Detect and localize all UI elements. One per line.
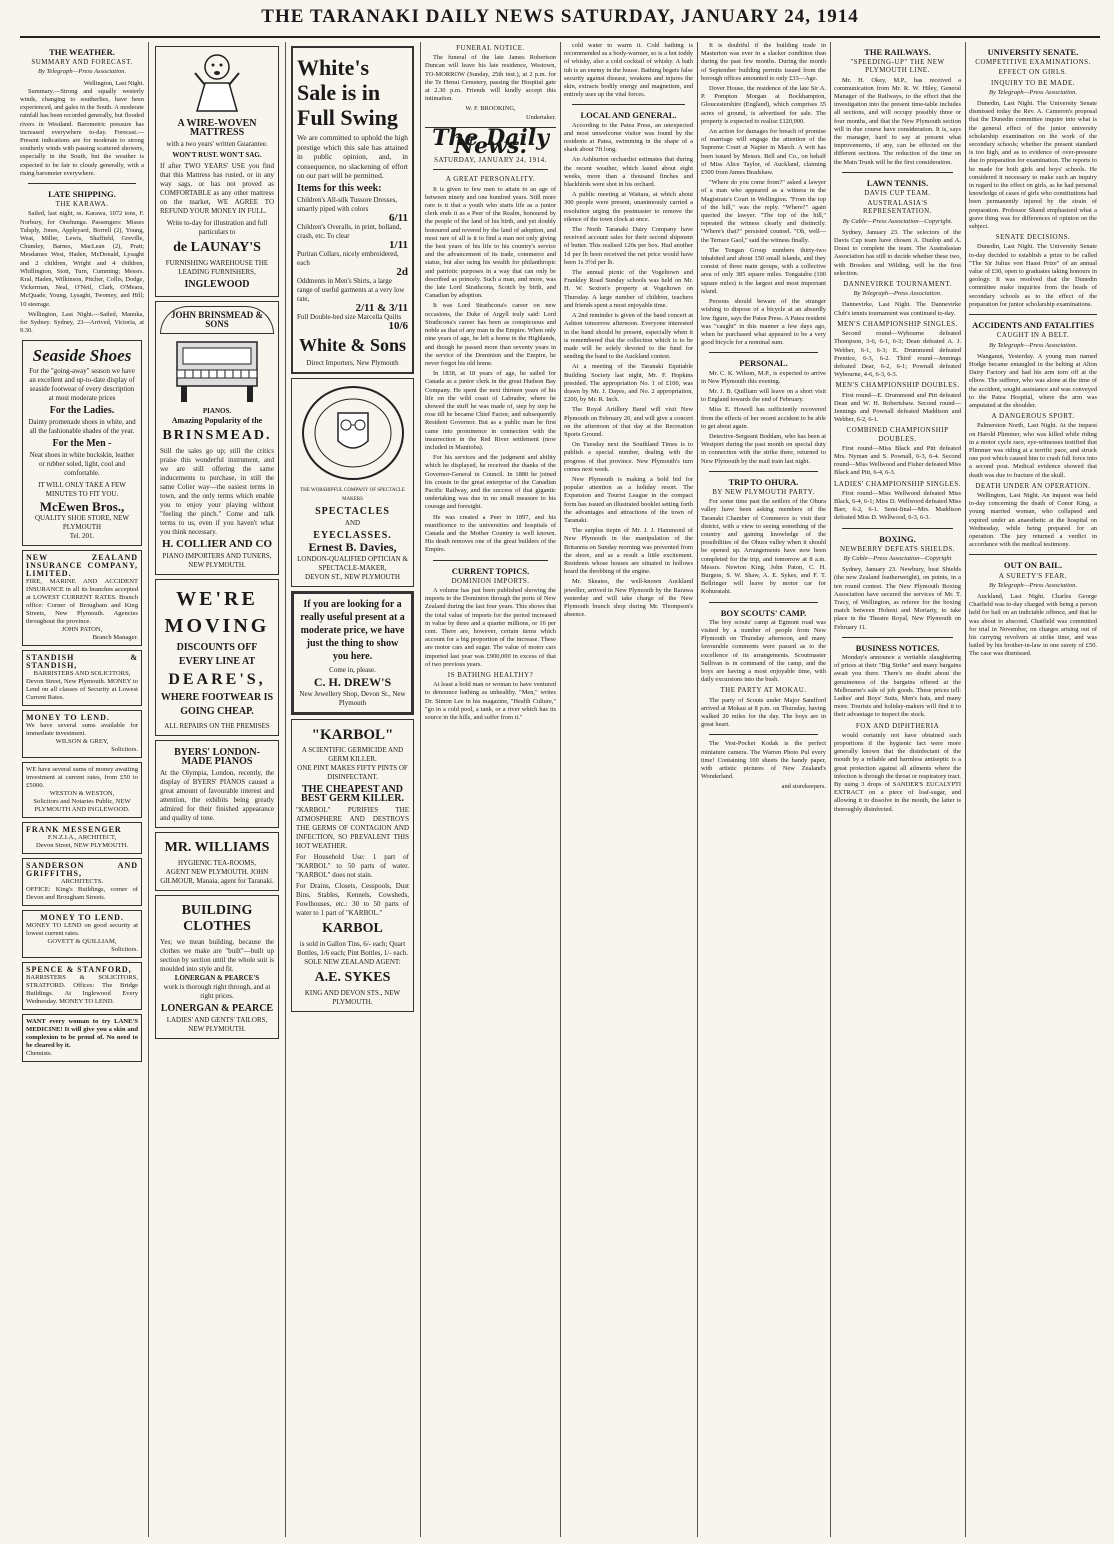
column-8 (969, 42, 1097, 1537)
piano-icon (167, 334, 267, 404)
shipping-body: Sailed, last night, ss. Karawa, 1072 tons, F. Norbury, for Onehunga. Passengers: Misses Tulsply, Jones, Appleyard, Borrell (2), Young, Weat, Miller, Lewis, Shaffield, Greville, Chumley, Barnes, MacLean (2), Pratt; Mesdames West, Haden, McDonald, Lysaght and 2 children, Wright and 4 children, Whillington, Stott, Turn, Cumming; Messrs. Kral, Haden, Wilkinson, Pitcher, Collis, Dodge, Vickerman, Neal, O'Neil, Clark, O'Meara, McQuade, Young, Lysaght, Twomey, and Hill; 10 steerage. (20, 210, 144, 308)
shipping-subheading: THE KARAWA. (55, 200, 109, 209)
wilson-grey-name: WILSON & GREY, (55, 737, 109, 745)
local-paragraph: According to the Patea Press, an unexpected and most unwelcome visitor was found by the residents at Patea, swimming in the shape of a shark about 7ft long. (564, 121, 693, 154)
whites-item-price: 1/11 (389, 238, 408, 251)
mokau-heading: THE PARTY AT MOKAU. (720, 686, 807, 695)
nz-insurance-title: NEW ZEALAND INSURANCE COMPANY, LIMITED. (26, 552, 138, 578)
williams-ad (155, 832, 279, 891)
weston-ad (22, 762, 142, 818)
spence-stanford-title: SPENCE & STANFORD, (26, 964, 132, 974)
mattress-tagline: WON'T RUST. WON'T SAG. (172, 151, 262, 159)
combined-doubles-body: First round—Miss Black and Pitt defeated Mrs. Nyman and S. Pownall, 6-3, 6-4. Second round—Miss Wellwood and Fisher defeated Miss Black and Pitt, 6-4, 6-3. (834, 444, 961, 477)
govett-role: Solicitors. (111, 945, 138, 953)
whites-item-desc: Full Double-bed size Marcella Quilts (297, 312, 402, 321)
williams-title: MR. WILLIAMS (164, 840, 270, 855)
whites-item-price: 10/6 (388, 319, 408, 332)
drew-cta: Come in, please. (329, 665, 376, 674)
mattress-title: A WIRE-WOVEN MATTRESS (177, 118, 257, 138)
column-5 (564, 42, 693, 1537)
delaunay-brand: de LAUNAY'S (173, 240, 261, 255)
mattress-ad (155, 46, 279, 297)
combined-doubles-heading: COMBINED CHAMPIONSHIP DOUBLES. (846, 426, 949, 443)
davis-cup-body: Sydney, January 23. The selectors of the Davis Cup team have chosen A. Dunlop and A. Doust to complete the team. The Australasian Association has still to decide whether these two, with Brookes and Wilding, will be the first selection. (834, 228, 961, 277)
dominion-imports-body: A volume has just been published showing the imports to the Dominion through the ports of New Zealand during the last four years. This shows that the total value of imports for the period increased in value by three and a quarter millions, or 16 per cent. There are, however, certain items which account for a big proportion of the increase. These are motor cars and sugar. The value of motor cars imported last year was £900,000 in excess of that of two previous years. (425, 586, 556, 668)
local-paragraph: A public meeting at Waitara, at which about 300 people were present, unanimously carried a resolution urging the postmaster to remove the silence of the town clock at once. (564, 191, 693, 223)
spectacle-makers-seal-text: THE WORSHIPFUL COMPANY OF SPECTACLE MAKERS (300, 487, 405, 502)
spence-stanford-body: BARRISTERS & SOLICITORS, STRATFORD. Offices: The Bridge Buildings. At Inglewood Every Wednesday. MONEY TO LEND. (26, 973, 138, 1005)
mattress-body: If after TWO YEARS' USE you find that this Mattress has rusted, or in any way sags, or has not proved as COMFORTABLE as any other mattress on the market, WE AGREE TO REFUND YOUR MONEY IN FULL. (160, 162, 274, 215)
mens-doubles-heading: MEN'S CHAMPIONSHIP DOUBLES. (835, 381, 960, 390)
govett-ad (22, 910, 142, 958)
whites-item-desc: Oddments in Men's Shirts, a large range of useful garments at a very low rate, (297, 276, 405, 303)
building-clothes-tail: work is thorough right through, and at right prices. (163, 983, 271, 1000)
dangerous-sport-heading: A DANGEROUS SPORT. (991, 412, 1075, 421)
bathing-heading: IS BATHING HEALTHY? (447, 671, 534, 680)
seaside-shoes-ad (22, 340, 142, 546)
mcewen-brand: McEwen Bros., (39, 498, 125, 514)
business-notices-heading: BUSINESS NOTICES. (855, 642, 940, 653)
standish-body: Devon Street, New Plymouth. MONEY to Lend on all classes of Security at Lowest Current Rates. (26, 677, 138, 701)
paper-nameplate: The Daily News. (432, 124, 549, 160)
williams-body: AGENT NEW PLYMOUTH. JOHN GILMOUR, Manaia, agent for Taranaki. (160, 868, 274, 885)
bail-body: Auckland, Last Night. Charles George Chatfield was to-day charged with being a person held for bail on an indictable offence, and that he was about to abscond. Chatfield was committed for trial in November, on charges arising out of his carrying revolvers at strike time, and was bailed by his brother-in-law in one surety of £50. The case was dismissed. (969, 592, 1097, 658)
column-rule (965, 42, 966, 1537)
news-paragraph: An action for damages for breach of promise of marriage will engage the attention of the Supreme Court at Napier in March. A writ has been issued by Messrs. Bell and Co., on behalf of Miss Alice Taylor, of Auckland, claiming £500 from James Bradshaw. (701, 128, 826, 177)
funeral-undertaker-role: Undertaker. (526, 113, 556, 121)
dannevirke-source: By Telegraph—Press Association. (853, 290, 942, 298)
whites-sale-title: White's Sale is in Full Swing (297, 55, 398, 130)
deares-footer: ALL REPAIRS ON THE PREMISES (164, 722, 270, 730)
wilson-grey-title: MONEY TO LEND. (26, 712, 110, 722)
funeral-body: The funeral of the late James Robertson Duncan will leave his late residence, Westown, TO-MORROW (Sunday, 25th inst.), at 2 p.m. for the Te Henui Cemetery, passing the Hospital gate at 2.30 p.m. Friends will kindly accept this intimation. (425, 54, 556, 103)
davies-brand: Ernest B. Davies, (308, 539, 397, 554)
dominion-imports-heading: DOMINION IMPORTS. (451, 576, 530, 585)
fox-diphtheria-body: would certainly not have obtained such proportions if the hygienic fact were more generally known that the disinfectant of the mouth by a reliable and harmless antiseptic is a great protection against all ailments where the infection is through the throat or respiratory tract. By using 3 drops of SANDER'S EUCALYPTI EXTRACT on a piece of loaf-sugar, and allowing it to dissolve in the mouth, the latter is thoroughly disinfected. (834, 731, 961, 813)
boxing-body: Sydney, January 23. Newbury, beat Shields (the new Zealand featherweight), on points, in a ten round contest. The New Plymouth Boxing Association have secured the services of Mr. T. Tracy, of Wellington, as referee for the boxing match between Hoheni and Moriarty, to take place in the Theatre Royal, New Plymouth on February 11. (834, 566, 961, 631)
railways-subheading: "SPEEDING-UP" THE NEW PLYMOUTH LINE. (850, 58, 945, 75)
personal-paragraph: Detective-Sergeant Boddam, who has been at Westport during the past month on special duty in connection with the strike there, returned to New Plymouth by the mail train last night. (701, 432, 826, 465)
govett-name: GOVETT & QUILLIAM, (47, 937, 117, 945)
davies-ad (291, 378, 414, 587)
lonergan-brand: LONERGAN & PEARCE (160, 1003, 274, 1014)
standish-subtitle: BARRISTERS AND SOLICITORS, (33, 669, 131, 677)
ladies-heading: For the Ladies. (49, 404, 115, 416)
personal-paragraph: Mr. C. K. Wilson, M.P., is expected to arrive in New Plymouth this evening. (701, 369, 826, 385)
bail-source: By Telegraph—Press Association. (988, 581, 1078, 589)
collier-brand: H. COLLIER AND CO (161, 538, 273, 550)
column-rule (148, 42, 149, 1537)
karbol-drains-use: For Drains, Closets, Cesspools, Dust Bins, Stables, Kennels, Cowsheds, Fowlhouses, etc.: 30 to 50 parts of water to 1 part of "KARBOL." (296, 881, 409, 917)
lonergan-name: LONERGAN & PEARCE'S (174, 974, 260, 982)
mens-doubles-body: First round—E. Drummond and Pitt defeated Dean and W. H. Robertshaw. Second round—Jennings and Pownall defeated Maddison and Webber, 6-2, 6-1. (834, 391, 961, 424)
sanderson-ad (22, 858, 142, 906)
ladies-body: Dainty promenade shoes in white, and all the fashionable shades of the year. (28, 417, 136, 435)
brinsmead-brand: BRINSMEAD. (162, 428, 272, 443)
university-subheading: COMPETITIVE EXAMINATIONS. (975, 58, 1091, 67)
standish-ad (22, 650, 142, 706)
karbol-cheapest: THE CHEAPEST AND BEST GERM KILLER. (301, 783, 404, 804)
byers-body: At the Olympia, London, recently, the display of BYERS' PIANOS caused a great amount of favourable interest and attention, the exhibits being greatly admired for their finished appearance and quality of tone. (160, 769, 274, 822)
divider (842, 637, 953, 638)
sanderson-body: OFFICE: King's Buildings, corner of Devon and Brougham Streets. (26, 885, 138, 901)
men-body: Neat shoes in white buckskin, leather or rubber soled, light, cool and comfortable. (29, 450, 135, 477)
drew-brand: C. H. DREW'S (313, 674, 392, 689)
ohura-subheading: BY NEW PLYMOUTH PARTY. (712, 487, 815, 496)
davies-spectacles: SPECTACLES (315, 505, 390, 517)
drew-body: If you are looking for a really useful present at a moderate price, we have just the thing to show you here. (300, 598, 405, 662)
divider (969, 314, 1097, 315)
accidents-heading: ACCIDENTS AND FATALITIES (972, 320, 1094, 331)
brinsmead-body: Still the sales go up; still the critics praise this wonderful instrument, and we are still offering the same inducements to purchase, in still the same Colier way—the easiest terms in town, and the only terms which enable you to enjoy your playing without "feeling the pinch." Come and talk terms to us, even if you haven't what you think necessary. (160, 447, 274, 536)
lawn-tennis-heading: LAWN TENNIS. (866, 177, 929, 188)
building-clothes-ad (155, 895, 279, 1039)
whites-item-price: 6/11 (389, 211, 408, 224)
messenger-subtitle: F.N.Z.I.A., ARCHITECT, (47, 833, 117, 841)
divider (572, 104, 685, 105)
dannevirke-heading: DANNEVIRKE TOURNAMENT. (843, 280, 952, 289)
column-rule (420, 42, 421, 1537)
editorial-paragraph: He was created a Peer in 1897, and his munificence to the universities and hospitals of Canada and the Mother Country is well known. His death removes one of the great builders of the Empire. (425, 513, 556, 554)
karbol-ad (291, 719, 414, 1012)
local-paragraph: New Plymouth is making a bold bid for popular attention as a holiday resort. The Expansion and Tourist League in the compact form has issued an illustrated booklet setting forth the advantages and attractions of the town of Taranaki. (564, 475, 693, 524)
local-paragraph: The annual picnic of the Vogeltown and Frankley Road Sunday schools was held on Mr. H. W. Sexton's property at Vogeltown on Thursday. A large number of children, teachers and friends spent a most enjoyable time. (564, 269, 693, 309)
brinsmead-amazing: Amazing Popularity of the (171, 416, 263, 425)
davis-cup-subheading: AUSTRALASIA'S REPRESENTATION. (863, 199, 932, 216)
wilson-grey-body: We have several sums available for immediate investment. (26, 721, 138, 737)
current-topics-heading: CURRENT TOPICS. (451, 565, 530, 576)
surety-fear-heading: A SURETY'S FEAR. (998, 571, 1068, 580)
byers-ad (155, 740, 279, 828)
whites-item (297, 223, 408, 250)
divider (842, 528, 953, 529)
university-body: Dunedin, Last Night. The University Senate dismissed today the Rev. A. Cameron's proposal that the Dunedin committee inquire into what is the general effect of the junior university scholarship examination on the work of the secondary schools; whether the present standard is too high, and as to evidence of over-pressure due to preparation for examination. The reports to be made for both girls and boys' schools. He considered it necessary to make such an inquiry in regard to the effect on girls, as he had personal knowledge of cases of girls who constitutions had been permanently injured by the strain of preparation. Professor Shand emphasised what a grave thing was for differences of opinion on the subject. (969, 100, 1097, 231)
sanderson-title: SANDERSON AND GRIFFITHS, (26, 860, 138, 878)
masthead-title: THE TARANAKI DAILY NEWS SATURDAY, JANUARY 24, 1914 (20, 6, 1100, 38)
boxing-heading: BOXING. (879, 533, 916, 544)
editorial-paragraph: For his services and the judgment and ability which he displayed, he received the thanks of the Governor-General in Council. In 1880 he joined his cousin in the great enterprise of the Canadian Pacific Railway, and the success of that gigantic undertaking was due in no small measure to his courage and foresight. (425, 454, 556, 511)
fox-diphtheria-heading: FOX AND DIPHTHERIA (855, 721, 940, 730)
ohura-body: For some time past the settlers of the Ohura valley have been asking members of the Taranaki Chamber of Commerce to visit their district, with a view to seeing something of the country and gaining knowledge of the possibilities of the Ohura valley when it should be opened up. Arrangements have now been completed for the trip, and tomorrow at 8 a.m. Messrs. Newton King, John Paton, C. H. Burgess, S. W. Shaw, A. E. Sykes, and F. T. Bellringer will leave by motor car for Kohuratahi. (701, 498, 826, 596)
deares-were: WE'RE (176, 588, 258, 610)
sykes-brand: A.E. SYKES (314, 969, 391, 985)
drew-ad (291, 591, 414, 715)
belt-heading: CAUGHT IN A BELT. (996, 331, 1070, 340)
column-3 (289, 42, 416, 1537)
bathing-continued: cold water to warm it. Cold bathing is recommended as a body-warmer, so is a hot toddy of whisky, also a cold cocktail of whisky. A bath tub is an enemy in the house. Bathing begets false security against disease, weakens and injures the skin, extracts bodily energy and magnetism, and entirely uses up the vital forces. (564, 42, 693, 99)
karbol-body: "KARBOL" PURIFIES THE ATMOSPHERE AND DESTROYS THE GERMS OF CONTAGION AND INFECTION, SO PREVALENT THIS HOT WEATHER. (296, 805, 409, 850)
lonergan-subtitle: LADIES' AND GENTS' TAILORS, NEW PLYMOUTH. (166, 1016, 268, 1033)
weston-body: WE have several sums of money awaiting investment at current rates, from £50 to £5000. (26, 765, 138, 789)
whites-item-desc: Children's All-silk Tussore Dresses, smartly piped with colors (297, 195, 398, 213)
brinsmead-banner: JOHN BRINSMEAD & SONS (160, 306, 274, 334)
spectacle-makers-seal-icon (298, 383, 408, 483)
drew-subtitle: New Jewellery Shop, Devon St., New Plymouth (299, 689, 406, 707)
column-1 (20, 42, 144, 1537)
weather-heading: THE WEATHER. (49, 47, 115, 57)
whites-sale-ad (291, 46, 414, 374)
karbol-subtitle: A SCIENTIFIC GERMICIDE AND GERM KILLER. (301, 745, 404, 763)
weather-source: By Telegraph—Press Association. (37, 68, 127, 76)
seaside-cta: IT WILL ONLY TAKE A FEW MINUTES TO FIT YOU. (38, 480, 126, 498)
whites-brand: White & Sons (298, 334, 406, 355)
whites-item (297, 250, 408, 277)
davis-cup-heading: DAVIS CUP TEAM. (864, 189, 931, 198)
wilson-grey-ad (22, 710, 142, 758)
column-4 (425, 42, 556, 1537)
local-paragraph: On Tuesday next the Southland Times is to publish a special number, dealing with the progress of that province. New Plymouth's turn comes next week. (564, 441, 693, 473)
govett-title: MONEY TO LEND. (40, 912, 124, 922)
scouts-heading: BOY SCOUTS' CAMP. (720, 607, 807, 618)
lane-medicine-ad (22, 1014, 142, 1062)
news-paragraph: "Where do you come from?" asked a lawyer of a man who appeared as a witness in the Magistrate's Court in Wellington. "From the top of the hill," was the reply. "Where?" again queried the lawyer. "The top of the hill," repeated the witness clearly and distinctly. "Where's that?" persisted counsel. "Oh, well—the Terrace Gaol," said the witness finally. (701, 179, 826, 244)
mcewen-telephone: Tel. 201. (69, 531, 95, 540)
divider (842, 172, 953, 173)
personal-heading: PERSONAL. (739, 358, 788, 369)
local-paragraph: At a meeting of the Taranaki Equitable Building Society last night, Mr. F. Hopkins presided. The appropriation No. 1 of £100, was drawn by Mr. J. Dayes, and No. 2 appropriation, £200, by Mr. R. Inch. (564, 363, 693, 404)
dangerous-sport-body: Palmerston North, Last Night. At the inquest on Harold Plimmer, who was killed while riding in a motor cycle race, eye-witnesses testified that Plimmer was riding at a terrific pace, and struck one post which caused him to crash full force into a second post. Medical evidence showed that death was due to fracture of the skull. (969, 422, 1097, 479)
editorial-paragraph: It is given to few men to attain to an age of between ninety and one hundred years. Still more rare is it that a youth who starts life as a junior clerk ends it as a Peer of the Realm, honoured by the people of the land of his birth, and yet doubly honoured and revered by the land of adoption, and most rare of all is it to find a man not only giving the best years of his life to his country's service and the advancement of its trade, commerce and status, but also using his wealth for philanthropic and patriotic purposes in a way that can only be described as princely. Such a man, and more, was the late Lord Strathcona, Scotch by birth, and Canadian by adoption. (425, 185, 556, 300)
sanderson-subtitle: ARCHITECTS. (60, 877, 104, 885)
column-rule (285, 42, 286, 1537)
deares-subtitle: WHERE FOOTWEAR IS GOING CHEAP. (160, 692, 274, 717)
lane-medicine-tail: Chemists. (26, 1049, 53, 1057)
collier-subtitle: PIANO IMPORTERS AND TUNERS, NEW PLYMOUTH. (162, 552, 272, 569)
weather-subheading: SUMMARY AND FORECAST. (31, 58, 133, 67)
davies-address: DEVON ST., NEW PLYMOUTH (305, 572, 400, 581)
karbol-title: "KARBOL" (311, 726, 394, 743)
mens-singles-body: Second round—Wybourne defeated Thompson, 3-6, 6-1, 6-3; Dean defeated A. J. Webber, 6-1, 6-3; E. Drummond defeated Prentice, 6-3, 6-2. Third round—Jennings defeated Dear, 6-2, 6-1; Pownall defeated Wybourne, 4-6, 6-3, 6-3. (834, 330, 961, 379)
news-paragraph: The Tongan Group numbers thirty-two inhabited and about 150 small islands, and they consist of three main groups, with a collective area of only 385 square miles. Tongatabu (100 square miles) is the largest and most important island. (701, 246, 826, 295)
bathing-body: At least a bold man or woman to have ventured to denounce bathing as unhealthy. "Men," writes Dr. Simon Lee in his magazine, "Health Culture," "go in a cold pool, a tank, or a river which has its source in the hills, and suffer from it." (425, 681, 556, 722)
operation-body: Wellington, Last Night. An inquest was held to-day concerning the death of Conor King, a young married woman, who collapsed and expired under an anaesthetic at the hospital on Wednesday, while being prepared for an operation. The jury returned a verdict in accordance with the medical testimony. (969, 491, 1097, 549)
man-figure-icon (187, 51, 247, 113)
column-7 (834, 42, 961, 1537)
whites-brand-subtitle: Direct Importers, New Plymouth (306, 358, 399, 367)
local-general-heading: LOCAL AND GENERAL. (580, 110, 677, 121)
business-notices-body: Monday's announce a veritable slaughtering of prices at their "Big Strike" and many bargains await you there. There's no doubt about the genuineness of the bargains offered at the Melbourne's sale of job goods. These prices tell: Ladies' and Boys' Suits, Men's hats, and many more. Tourists and holiday-makers will find it to their advantage to inspect the stock. (834, 654, 961, 719)
divider (28, 183, 136, 184)
whites-item (297, 196, 408, 223)
byers-title: BYERS' LONDON-MADE PIANOS (174, 747, 260, 767)
delaunay-subtitle: FURNISHING WAREHOUSE THE LEADING FURNISHERS, (165, 259, 269, 276)
govett-body: MONEY TO LEND on good security at lowest current rates. (26, 921, 138, 937)
karbol-agent-label: SOLE NEW ZEALAND AGENT: (304, 957, 401, 966)
scouts-body: The boy scouts' camp at Egmont road was visited by a number of people from New Plymouth on Thursday afternoon, and many favourable comments were passed as to the excellence of its arrangements. Scoutmaster Sullivan is in command of the camp, and the boys are having a most enjoyable time, with daily excursions into the bush. (701, 618, 826, 684)
editorial-heading: A GREAT PERSONALITY. (445, 175, 536, 184)
kodak-body: The Vest-Pocket Kodak is the perfect miniature camera. The Warren Photo Pul every time! Containing 100 sheets the handy paper, with artistic pictures of New Zealand's Wonderland. (701, 740, 826, 781)
standish-title: STANDISH & STANDISH, (26, 652, 138, 670)
weather-body: Summary.—Strong and squally westerly winds, changing to southerlies, have been experienced, and gales in the South. A moderate rainfall has been recorded generally, but flooded rivers in Westland. Barometric pressure has increased everywhere to-day. Forecast.—Present indications are for moderate to strong southerly winds with passing scattered showers, especially in the South, but the weather is expected to be fair to cloudy generally, with a rising barometer everywhere. (20, 87, 144, 177)
nz-insurance-role: Branch Manager. (92, 633, 138, 641)
boxing-source: By Cable—Press Association—Copyright (843, 554, 952, 562)
editorial-paragraph: It was Lord Strathcona's career on new occasions, the Duke of Argyll truly said: Lord Strathcona's career has been as conspicuous and noble as that of any man in the Empire. When only nine years of age, he left a home in the Highlands, and though he passed more than seventy years in the service of the Dominion and the Empire, he never forgot his old home. (425, 302, 556, 367)
divider (433, 560, 548, 561)
column-rule (830, 42, 831, 1537)
column-2 (153, 42, 281, 1537)
divider (709, 734, 818, 735)
building-clothes-body: Yes; we mean building, because the clothes we make are "built"—built up section by section until the whole suit is moulded into style and fit. (160, 938, 274, 973)
delaunay-town: INGLEWOOD (184, 279, 250, 290)
mattress-subtitle: with a two years' written Guarantee. (166, 140, 268, 148)
mattress-cta: Write to-day for illustration and full particulars to (166, 219, 268, 236)
belt-body: Wanganui, Yesterday. A young man named Hodge became entangled in the belting at Alton Dairy Factory and had his arm torn off at the elbow. The sufferer, who was alone at the time of the accident, sought assistance and was conveyed to the Patea Hospital, where the arm was amputated at the shoulder. (969, 352, 1097, 409)
local-paragraph: A 2nd reminder is given of the band concert at Ashton tomorrow afternoon. Everyone interested in the band should be present, especially when it is remembered that the collection which is to be made will be solely devoted to the fund for sending the band to the Auckland contest. (564, 312, 693, 361)
operation-heading: DEATH UNDER AN OPERATION. (975, 481, 1091, 490)
mcewen-subtitle: QUALITY SHOE STORE, NEW PLYMOUTH (34, 513, 130, 531)
brinsmead-pianos-label: PIANOS. (202, 407, 232, 415)
divider (969, 554, 1097, 555)
shipping-tail: Wellington, Last Night.—Sailed, Manuka, for Sydney. Sydney, 23—Arrived, Victoria, at 9.30. (20, 310, 144, 335)
karbol-household-use: For Household Use: 1 part of "KARBOL" to 50 parts of water. "KARBOL" does not stain. (296, 852, 409, 879)
ladies-singles-heading: LADIES' CHAMPIONSHIP SINGLES. (834, 479, 961, 488)
whites-item-price: 2d (396, 265, 408, 278)
senate-decisions-body: Dunedin, Last Night. The University Senate to-day decided to establish a prize to be called "The Sir Julius von Haast Prize" of an annual value of £30, open to graduates taking honours in geology. It was resolved that the Dunedin committee make inquiries from the heads of secondary schools as to the effect of the preparation for junior scholarship examinations. (969, 243, 1097, 308)
senate-decisions-heading: SENATE DECISIONS. (995, 233, 1071, 242)
nz-insurance-body: FIRE, MARINE AND ACCIDENT INSURANCE in all its branches accepted at LOWEST CURRENT RATES. Branch office: Corner of Brougham and King Streets, New Plymouth. Agencies throughout the province. (26, 577, 138, 625)
sykes-address: KING AND DEVON STS., NEW PLYMOUTH. (304, 988, 401, 1006)
whites-item-price: 2/11 & 3/11 (355, 301, 408, 314)
weather-dateline: Wellington, Last Night. (83, 79, 144, 87)
weston-role: Solicitors and Notaries Public, NEW PLYMOUTH AND INGLEWOOD. (33, 797, 131, 813)
deares-brand: DEARE'S, (168, 671, 266, 688)
williams-subtitle: HYGIENIC TEA-ROOMS, (177, 859, 257, 867)
nz-insurance-ad (22, 550, 142, 646)
davies-subtitle: LONDON-QUALIFIED OPTICIAN & SPECTACLE-MAKER, (297, 554, 408, 572)
local-paragraph: Mr. Skeates, the well-known Auckland jeweller, arrived in New Plymouth by the Rarawa yesterday and will take charge of the New Plymouth branch shop during Mr. Thompson's absence. (564, 578, 693, 619)
news-paragraph: Dover House, the residence of the late Sir A. P. Pompton Morgan at Bockhampton, Gloucestershire (England), which comprises 35 acres of ground, is advertised for sale. The property is expected to realise £120,000. (701, 85, 826, 125)
university-subheading-3: INQUIRY TO BE MADE. (990, 78, 1076, 87)
divider (709, 602, 818, 603)
editorial-paragraph: In 1838, at 18 years of age, he sailed for Canada as a junior clerk in the great Hudson Bay Company. He spent the next thirteen years of his life on the wild coast of Labrador, where he showed the stuff he was made of, step by step he rose till he became Chief Factor, and subsequently Resident Governor. But as a public man he first came into prominence in connection with the insurrection in the Red River settlement (now included in Manitoba). (425, 370, 556, 451)
funeral-heading: FUNERAL NOTICE. (456, 44, 525, 52)
out-on-bail-heading: OUT ON BAIL. (1003, 560, 1063, 571)
funeral-undertaker-name: W. F. BROOKING, (465, 105, 516, 113)
railways-heading: THE RAILWAYS. (864, 47, 931, 57)
local-paragraph: An Ashburton orchardist estimates that during the recent weather, which lasted about eight weeks, more than a thousand finches and blackbirds were shot in his orchard. (564, 156, 693, 189)
whites-item (297, 313, 408, 331)
weston-name: WESTON & WESTON, (49, 789, 115, 797)
mens-singles-heading: MEN'S CHAMPIONSHIP SINGLES. (837, 319, 958, 328)
davis-cup-source: By Cable—Press Association—Copyright. (842, 217, 953, 225)
belt-source: By Telegraph—Press Association. (988, 341, 1078, 349)
deares-discounts: DISCOUNTS OFF EVERY LINE AT (176, 642, 258, 667)
ladies-singles-body: First round—Miss Wellwood defeated Miss Black, 6-4, 6-1; Miss D. Wellwood defeated Miss Barr, 6-2, 6-1. Semi-final—Mrs. Maddison defeated Miss D. Wellwood, 6-3, 6-3. (834, 489, 961, 522)
personal-paragraph: Miss E. Howell has sufficiently recovered from the effects of her recent accident to be able to get about again. (701, 406, 826, 430)
davies-and: AND (344, 518, 361, 527)
nz-insurance-name: JOHN PATON, (61, 625, 103, 633)
lane-medicine-body: WANT every woman to try LANE'S MEDICINE! It will give you a skin and complexion to be proud of. No need to be cleared by it. (26, 1017, 138, 1049)
paper-date: SATURDAY, JANUARY 24, 1914. (434, 156, 547, 165)
divider (709, 471, 818, 472)
whites-item-desc: Puritan Collars, nicely embroidered, each (297, 249, 399, 267)
whites-items-heading: Items for this week: (297, 182, 382, 194)
seaside-shoes-title: Seaside Shoes (32, 345, 132, 365)
men-heading: For the Men - (52, 437, 112, 449)
whites-sale-body: We are committed to uphold the high prestige which this sale has attained in public opinion, and, in consequence, no slackening of effort on our part will be permitted. (297, 133, 408, 180)
column-6 (701, 42, 826, 1537)
deares-moving: MOVING (164, 615, 270, 637)
university-senate-heading: UNIVERSITY SENATE. (987, 47, 1079, 57)
davies-eyeclasses: EYECLASSES. (313, 529, 392, 541)
building-clothes-title: BUILDING CLOTHES (181, 903, 253, 934)
personal-paragraph: Mr. J. B. Quilliam will leave on a short visit to England towards the end of February. (701, 387, 826, 404)
university-source: By Telegraph—Press Association. (988, 88, 1078, 96)
mokau-body: The party of Scouts under Major Sandford arrived at Mokau at 8 p.m. on Thursday, having walked 20 miles for the day. The boys are in great heart. (701, 696, 826, 729)
divider (709, 352, 818, 353)
boxing-subheading: NEWBERRY DEFEATS SHIELDS. (839, 544, 956, 553)
local-paragraph: The North Taranaki Dairy Company have received account sales for their second shipment of butter. This realised 120s per box. Had another 1d per lb been received the net price would have been 1s 3½d per lb. (564, 226, 693, 266)
brinsmead-ad (155, 301, 279, 575)
seaside-shoes-body: For the "going-away" season we have an excellent and up-to-date display of seaside footwear of every description at most moderate prices (29, 366, 135, 402)
wilson-grey-role: Solicitors. (111, 745, 138, 753)
karbol-price: is sold in Gallon Tins, 6/- each; Quart Bottles, 1/6 each; Pint Bottles, 1/- each. (296, 939, 408, 957)
karbol-brand: KARBOL (322, 920, 383, 936)
divider (433, 169, 548, 170)
news-paragraph: It is doubtful if the building trade in Masterton was ever in a slacker condition than during the past few months. During the month of September building permits issued from the borough offices amounted to only £33—Age. (701, 42, 826, 82)
messenger-ad (22, 822, 142, 854)
university-subheading-2: EFFECT ON GIRLS. (998, 68, 1068, 77)
dannevirke-body: Dannevirke, Last Night. The Dannevirke Club's tennis tournament was continued to-day. (834, 301, 961, 317)
whites-item-desc: Children's Overalls, in print, holland, crash, etc. To clear (297, 222, 402, 240)
messenger-title: FRANK MESSENGER (26, 824, 122, 834)
spence-stanford-ad (22, 962, 142, 1010)
ohura-heading: TRIP TO OHURA. (728, 476, 799, 487)
railways-body: Mr. H. Okey, M.P., has received a communication from Mr. R. W. Hiley, General Manager of the Railways, to the effect that the investigation into the present time-table includes all sections, and will occupy possibly three or four months, and that the New Plymouth section will in due course have consideration. It is, says the manager, hard to say at present what improvements, if any, can be effected on the different sections. The reduction of the time on the Main Trunk will be the first consideration. (834, 76, 961, 166)
column-rule (697, 42, 698, 1537)
whites-item (297, 277, 408, 313)
local-paragraph: The Royal Artillery Band will visit New Plymouth on February 20, and will give a concert on the afternoon of that day at the Recreation Sports Ground. (564, 406, 693, 438)
kodak-tail: and storekeepers. (781, 783, 826, 791)
karbol-pint: ONE PINT MAKES FIFTY PINTS OF DISINFECTANT. (297, 763, 408, 781)
messenger-body: Devon Street, NEW PLYMOUTH. (35, 841, 129, 849)
local-paragraph: The surplus tiepin of Mr. J. J. Hammond of New Plymouth in the manipulation of the Britannia on Sunday morning was prevented from the shore, and as a result a little excitement. Residents whose houses are situated in hollows heard the throbbing of the engine. (564, 527, 693, 576)
news-paragraph: Persons should beware of the stranger wishing to dispose of a bicycle at an absurdly low figure, says the Patea Press. A Patea resident was "caught" in this manner a few days ago, when he purchased what appeared to be a very good bicycle for a nominal sum. (701, 298, 826, 347)
column-rule (560, 42, 561, 1537)
deares-ad (155, 579, 279, 736)
shipping-heading: LATE SHIPPING. (48, 189, 116, 200)
